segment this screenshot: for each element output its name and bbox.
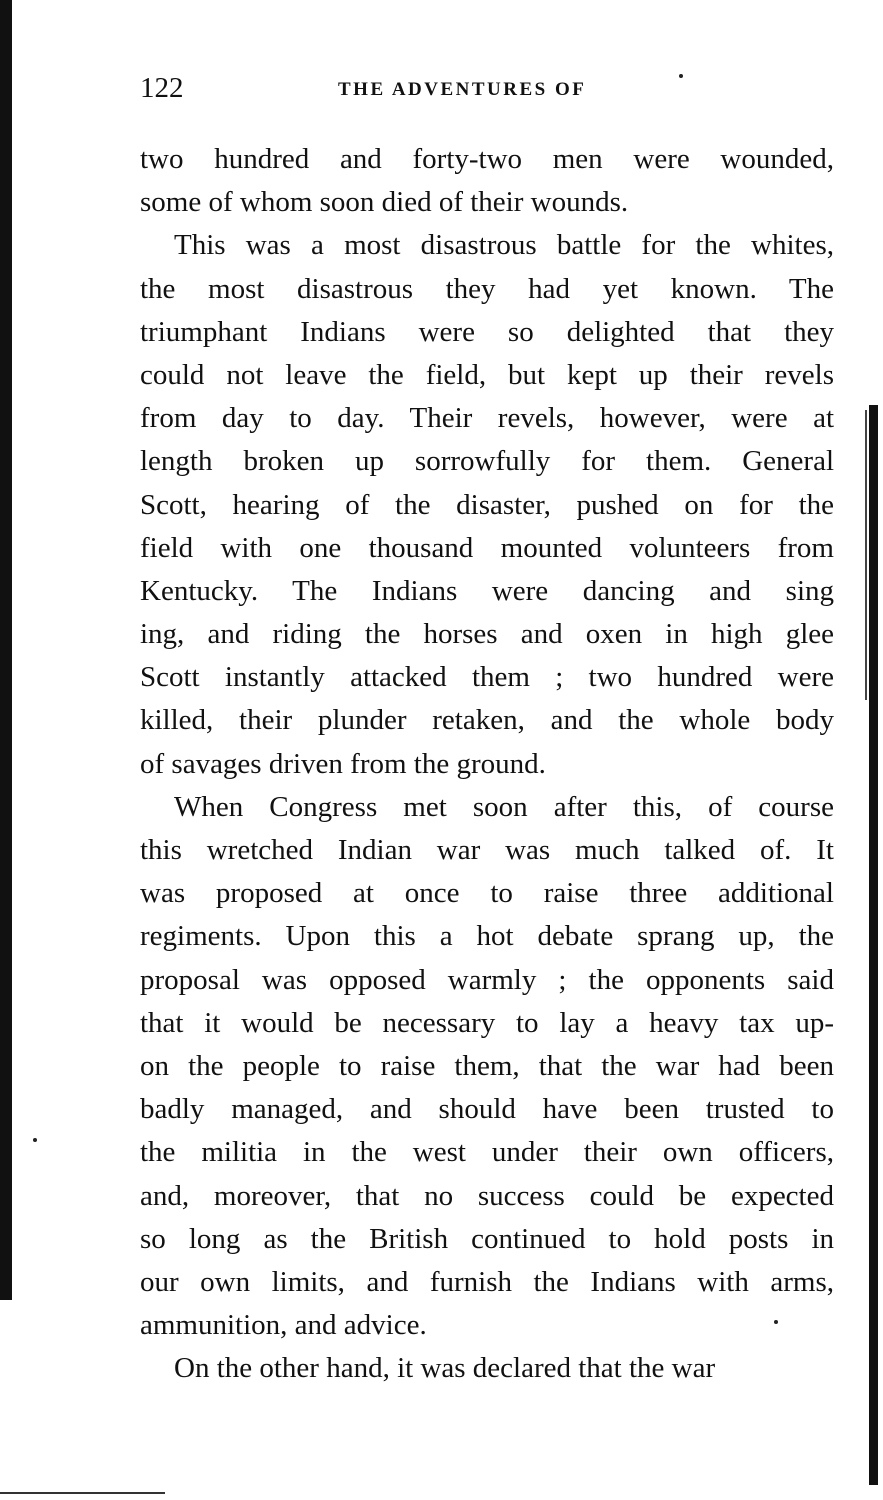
text-line: regiments. Upon this a hot debate sprang up, the xyxy=(140,920,834,953)
text-line: triumphant Indians were so delighted that they xyxy=(140,315,834,348)
text-line: field with one thousand mounted volunteers from xyxy=(140,531,834,564)
text-line: this wretched Indian war was much talked of. It xyxy=(140,834,834,866)
text-line: When Congress met soon after this, of course xyxy=(174,790,834,823)
text-line: Kentucky. The Indians were dancing and sing xyxy=(140,574,834,607)
text-line: proposal was opposed warmly ; the opponents said xyxy=(140,963,834,996)
text-line: the most disastrous they had yet known. The xyxy=(140,272,834,305)
text-line: two hundred and forty-two men were wounded, xyxy=(140,143,834,175)
text-line: and, moreover, that no success could be expected xyxy=(140,1179,834,1212)
scan-bottom-rule xyxy=(0,1492,165,1494)
body-text xyxy=(140,138,834,1390)
text-line: could not leave the field, but kept up their revels xyxy=(140,358,834,391)
text-line: our own limits, and furnish the Indians with arms, xyxy=(140,1265,834,1298)
text-line: ammunition, and advice. xyxy=(140,1309,427,1342)
text-line: so long as the British continued to hold posts in xyxy=(140,1222,834,1255)
text-line: that it would be necessary to lay a heavy tax up- xyxy=(140,1006,834,1039)
running-head: THE ADVENTURES OF xyxy=(338,79,587,100)
text-line: Scott instantly attacked them ; two hundred were xyxy=(140,661,834,694)
text-line: length broken up sorrowfully for them. General xyxy=(140,445,834,478)
text-line: On the other hand, it was declared that the war xyxy=(174,1352,716,1385)
text-line: ing, and riding the horses and oxen in high glee xyxy=(140,618,834,651)
page-header xyxy=(140,70,840,110)
text-line: the militia in the west under their own officers, xyxy=(140,1136,834,1169)
text-line: Scott, hearing of the disaster, pushed on for the xyxy=(140,488,834,521)
scan-edge-right xyxy=(869,405,878,1485)
text-line: badly managed, and should have been trusted to xyxy=(140,1093,834,1126)
text-line: killed, their plunder retaken, and the whole body xyxy=(140,704,834,737)
text-line: from day to day. Their revels, however, were at xyxy=(140,402,834,435)
page-number: 122 xyxy=(140,72,184,104)
text-line: some of whom soon died of their wounds. xyxy=(140,186,629,219)
text-line: was proposed at once to raise three additional xyxy=(140,877,834,910)
scan-edge-right-thin xyxy=(865,410,867,700)
text-line: This was a most disastrous battle for the whites, xyxy=(174,229,834,262)
text-line: of savages driven from the ground. xyxy=(140,747,546,780)
text-line: on the people to raise them, that the war had been xyxy=(140,1049,834,1082)
scan-edge-left xyxy=(0,0,12,1300)
scan-speck xyxy=(33,1138,37,1142)
